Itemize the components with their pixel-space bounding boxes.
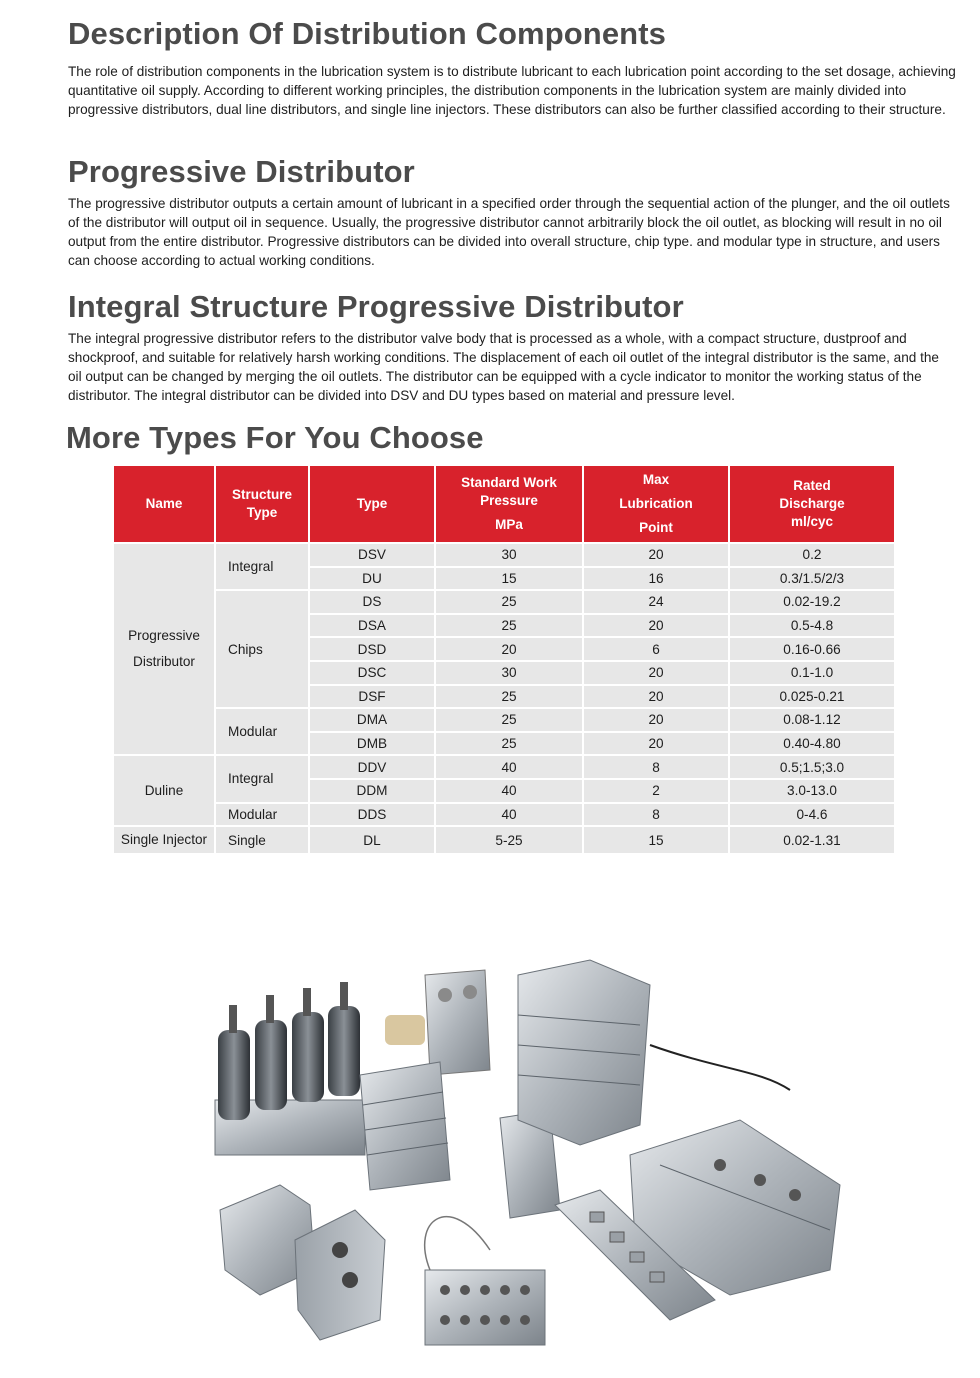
chip-distributor-small <box>425 1217 545 1345</box>
cell-points: 8 <box>583 755 729 779</box>
structure-integral-duline: Integral <box>215 755 309 802</box>
cell-pressure: 30 <box>435 543 583 567</box>
structure-single: Single <box>215 826 309 854</box>
cell-type: DDM <box>309 779 435 803</box>
cell-discharge: 0.1-1.0 <box>729 661 895 685</box>
cell-type: DSD <box>309 637 435 661</box>
cell-discharge: 0.02-1.31 <box>729 826 895 854</box>
cell-discharge: 0.5;1.5;3.0 <box>729 755 895 779</box>
cell-type: DMA <box>309 708 435 732</box>
cell-points: 20 <box>583 543 729 567</box>
cell-points: 6 <box>583 637 729 661</box>
distributor-spec-table <box>112 464 896 855</box>
cell-discharge: 0.3/1.5/2/3 <box>729 567 895 591</box>
cell-type: DU <box>309 567 435 591</box>
cell-discharge: 3.0-13.0 <box>729 779 895 803</box>
cell-pressure: 25 <box>435 614 583 638</box>
cell-type: DSV <box>309 543 435 567</box>
integral-body: The integral progressive distributor refers to the distributor valve body that is processed as a whole, with a compact structure, dustproof and shockproof, and suitable for relatively harsh working conditions. The displacement of each oil outlet of the integral distributor is the same, and the oil output can be changed by merging the oil outlets. The distributor can be equipped with a cycle indicator to monitor the working status of the distributor. The integral distributor can be divided into DSV and DU types based on material and pressure level. <box>68 331 939 403</box>
table-row <box>113 590 895 614</box>
progressive-title: Progressive Distributor <box>68 154 415 189</box>
cell-points: 24 <box>583 590 729 614</box>
cell-points: 20 <box>583 661 729 685</box>
cell-type: DSF <box>309 685 435 709</box>
more-types-section <box>66 420 954 456</box>
description-title: Description Of Distribution Components <box>68 16 666 51</box>
cell-pressure: 25 <box>435 685 583 709</box>
single-injector-group <box>215 982 365 1155</box>
structure-chips: Chips <box>215 590 309 708</box>
structure-modular: Modular <box>215 708 309 755</box>
cell-type: DSC <box>309 661 435 685</box>
cell-discharge: 0.025-0.21 <box>729 685 895 709</box>
cell-discharge: 0.02-19.2 <box>729 590 895 614</box>
cell-points: 20 <box>583 708 729 732</box>
cell-pressure: 40 <box>435 755 583 779</box>
table-header-row <box>113 465 895 543</box>
cell-type: DDS <box>309 803 435 827</box>
integral-section <box>68 289 956 405</box>
cell-pressure: 30 <box>435 661 583 685</box>
table-row <box>113 708 895 732</box>
table-row <box>113 826 895 854</box>
integral-distributor-stack <box>518 960 790 1145</box>
cell-discharge: 0.08-1.12 <box>729 708 895 732</box>
header-structure-type: Structure Type <box>215 465 309 543</box>
table-row <box>113 803 895 827</box>
distributor-products-photo <box>200 950 860 1360</box>
cell-discharge: 0-4.6 <box>729 803 895 827</box>
dual-line-valve <box>220 1185 385 1340</box>
dual-line-distributor <box>385 970 490 1075</box>
cell-type: DDV <box>309 755 435 779</box>
cell-pressure: 40 <box>435 779 583 803</box>
table-row <box>113 755 895 779</box>
cell-pressure: 25 <box>435 708 583 732</box>
header-type: Type <box>309 465 435 543</box>
cell-pressure: 40 <box>435 803 583 827</box>
cell-type: DS <box>309 590 435 614</box>
cell-points: 2 <box>583 779 729 803</box>
progressive-section <box>68 154 956 270</box>
cell-points: 20 <box>583 614 729 638</box>
header-max-points: Max Lubrication Point <box>583 465 729 543</box>
structure-integral: Integral <box>215 543 309 590</box>
cell-pressure: 20 <box>435 637 583 661</box>
cell-pressure: 15 <box>435 567 583 591</box>
cell-pressure: 25 <box>435 732 583 756</box>
cell-points: 15 <box>583 826 729 854</box>
header-pressure: Standard Work Pressure MPa <box>435 465 583 543</box>
cell-pressure: 5-25 <box>435 826 583 854</box>
description-section <box>68 16 956 119</box>
header-rated-discharge: Rated Discharge ml/cyc <box>729 465 895 543</box>
header-name: Name <box>113 465 215 543</box>
cell-discharge: 0.40-4.80 <box>729 732 895 756</box>
structure-modular-duline: Modular <box>215 803 309 827</box>
cell-type: DL <box>309 826 435 854</box>
cell-discharge: 0.5-4.8 <box>729 614 895 638</box>
group-progressive-distributor: Progressive Distributor <box>113 543 215 755</box>
description-body: The role of distribution components in the lubrication system is to distribute lubricant to each lubrication point according to the set dosage, achieving quantitative oil supply. According to different working principles, the distribution components in the lubrication system are mainly divided into progressive distributors, dual line distributors, and single line injectors. These distributors can also be further classified according to their structure. <box>68 64 956 117</box>
group-single-injector: Single Injector <box>113 826 215 854</box>
integral-title: Integral Structure Progressive Distributor <box>68 289 684 324</box>
cell-discharge: 0.16-0.66 <box>729 637 895 661</box>
table-row <box>113 543 895 567</box>
cell-discharge: 0.2 <box>729 543 895 567</box>
cell-type: DSA <box>309 614 435 638</box>
more-types-title: More Types For You Choose <box>66 420 484 455</box>
cell-points: 20 <box>583 685 729 709</box>
cell-points: 20 <box>583 732 729 756</box>
group-duline: Duline <box>113 755 215 826</box>
cell-pressure: 25 <box>435 590 583 614</box>
cell-type: DMB <box>309 732 435 756</box>
cell-points: 8 <box>583 803 729 827</box>
cell-points: 16 <box>583 567 729 591</box>
progressive-body: The progressive distributor outputs a certain amount of lubricant in a specified order through the sequential action of the plunger, and the oil outlets of the distributor will output oil in sequence. Usually, the progressive distributor cannot arbitrarily block the oil outlet, as blocking will result in no oil output from the entire distributor. Progressive distributors can be divided into overall structure, chip type. and modular type in structure, and users can choose according to actual working conditions. <box>68 196 950 268</box>
